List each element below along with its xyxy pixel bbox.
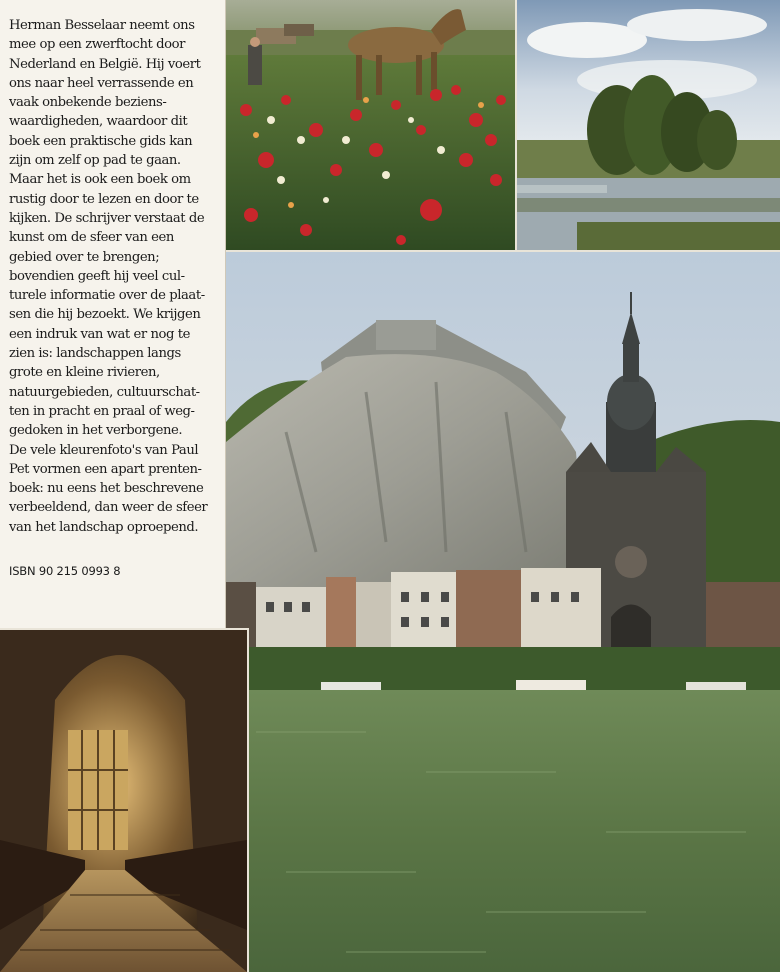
blurb-line: natuurgebieden, cultuurschat- [9, 384, 200, 400]
blurb-line: Pet vormen een apart prenten- [9, 461, 202, 477]
photo-river-trees [515, 0, 780, 250]
blurb-line: verbeeldend, dan weer de sfeer [9, 500, 208, 516]
blurb-line: gebied over te brengen; [9, 249, 160, 265]
blurb-line: gedoken in het verborgene. [9, 423, 183, 439]
blurb-line: zien is: landschappen langs [9, 346, 181, 362]
blurb-line: kijken. De schrijver verstaat de [9, 210, 205, 226]
blurb-line: grote en kleine rivieren, [9, 365, 160, 381]
stained-window [68, 730, 128, 850]
photo-town-cliff-river [226, 250, 780, 972]
blurb-line: ten in pracht en praal of weg- [9, 403, 195, 419]
blurb-line: turele informatie over de plaat- [9, 288, 205, 304]
isbn-label: ISBN 90 215 0993 8 [9, 564, 121, 578]
blurb-line: sen die hij bezoekt. We krijgen [9, 307, 201, 323]
blurb-line: vaak onbekende beziens- [9, 95, 167, 111]
blurb-line: ons naar heel verrassende en [9, 75, 194, 91]
back-cover-text-panel [0, 0, 226, 628]
blurb-line: van het landschap oproepend. [9, 519, 199, 535]
blurb-line: boek: nu eens het beschrevene [9, 481, 204, 497]
blurb-line: rustig door te lezen en door te [9, 191, 199, 207]
blurb-line: De vele kleurenfoto's van Paul [9, 442, 199, 458]
blurb-line: Herman Besselaar neemt ons [9, 18, 195, 33]
photo-flowers-horse [226, 0, 515, 250]
blurb-text [9, 16, 217, 537]
blurb-line: mee op een zwerftocht door [9, 37, 185, 53]
blurb-line: zijn om zelf op pad te gaan. [9, 153, 181, 169]
blurb-line: Nederland en België. Hij voert [9, 56, 201, 72]
photo-church-interior [0, 628, 249, 972]
blurb-line: kunst om de sfeer van een [9, 230, 174, 246]
blurb-line: boek een praktische gids kan [9, 133, 193, 149]
blurb-line: waardigheden, waardoor dit [9, 114, 188, 130]
blurb-line: bovendien geeft hij veel cul- [9, 268, 185, 284]
blurb-line: een indruk van wat er nog te [9, 326, 190, 342]
blurb-line: Maar het is ook een boek om [9, 172, 191, 188]
